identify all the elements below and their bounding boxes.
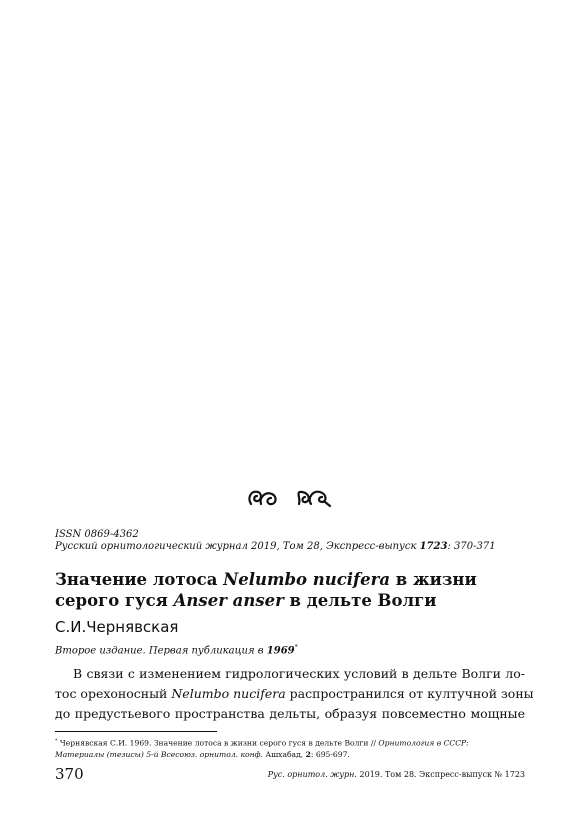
journal-citation — [55, 541, 535, 553]
footnote-mark: * — [294, 644, 298, 651]
journal-issue: 2019. Том 28. Экспресс-выпуск № 1723 — [356, 770, 525, 779]
article-author: С.И.Чернявская — [55, 618, 179, 636]
footnote-text: Орнитология в СССР: — [378, 738, 469, 748]
footnote — [55, 736, 535, 760]
journal-abbr: Рус. орнитол. журн. — [267, 770, 357, 779]
footnote-text: : 695-697. — [310, 749, 350, 759]
body-text: тос орехоносный — [55, 686, 172, 701]
footnote-text: Материалы (тезисы) 5-й Всесоюз. орнитол. конф. — [55, 749, 263, 759]
section-ornament — [0, 486, 580, 515]
title-text: в дельте Волги — [283, 591, 437, 610]
fleuron-icon — [245, 486, 335, 510]
title-species: Nelumbo nucifera — [223, 570, 391, 589]
citation-issue: 1723 — [419, 541, 448, 552]
edition-year: 1969 — [266, 645, 295, 657]
title-text: в жизни — [390, 570, 477, 589]
body-text: распространился от култучной зоны — [285, 686, 534, 701]
footnote-mark: * — [55, 738, 58, 744]
article-title — [55, 569, 535, 611]
citation-prefix: Русский орнитологический журнал 2019, Том 28, Экспресс-выпуск — [55, 541, 420, 552]
article-body — [55, 664, 534, 724]
footnote-text: Ашхабад, — [262, 749, 306, 759]
title-text: серого гуся — [55, 591, 174, 610]
issn: ISSN 0869-4362 — [55, 529, 139, 540]
body-line: В связи с изменением гидрологических условий в дельте Волги ло- — [73, 666, 525, 681]
edition-note — [55, 642, 535, 657]
footnote-rule — [55, 731, 217, 732]
footnote-volume: 2 — [305, 749, 311, 759]
citation-block — [55, 529, 535, 553]
title-species: Anser anser — [173, 591, 284, 610]
footnote-text: Чернявская С.И. 1969. Значение лотоса в жизни серого гуся в дельте Волги // — [57, 738, 379, 748]
body-species: Nelumbo nucifera — [171, 686, 286, 701]
body-line: до предустьевого пространства дельты, образуя повсеместно мощные — [55, 706, 525, 721]
body-line — [55, 684, 534, 704]
page-number: 370 — [55, 765, 84, 783]
citation-suffix: : 370-371 — [447, 541, 496, 552]
title-text: Значение лотоса — [55, 570, 224, 589]
running-footer — [268, 770, 525, 780]
edition-text: Второе издание. Первая публикация в — [55, 645, 267, 657]
